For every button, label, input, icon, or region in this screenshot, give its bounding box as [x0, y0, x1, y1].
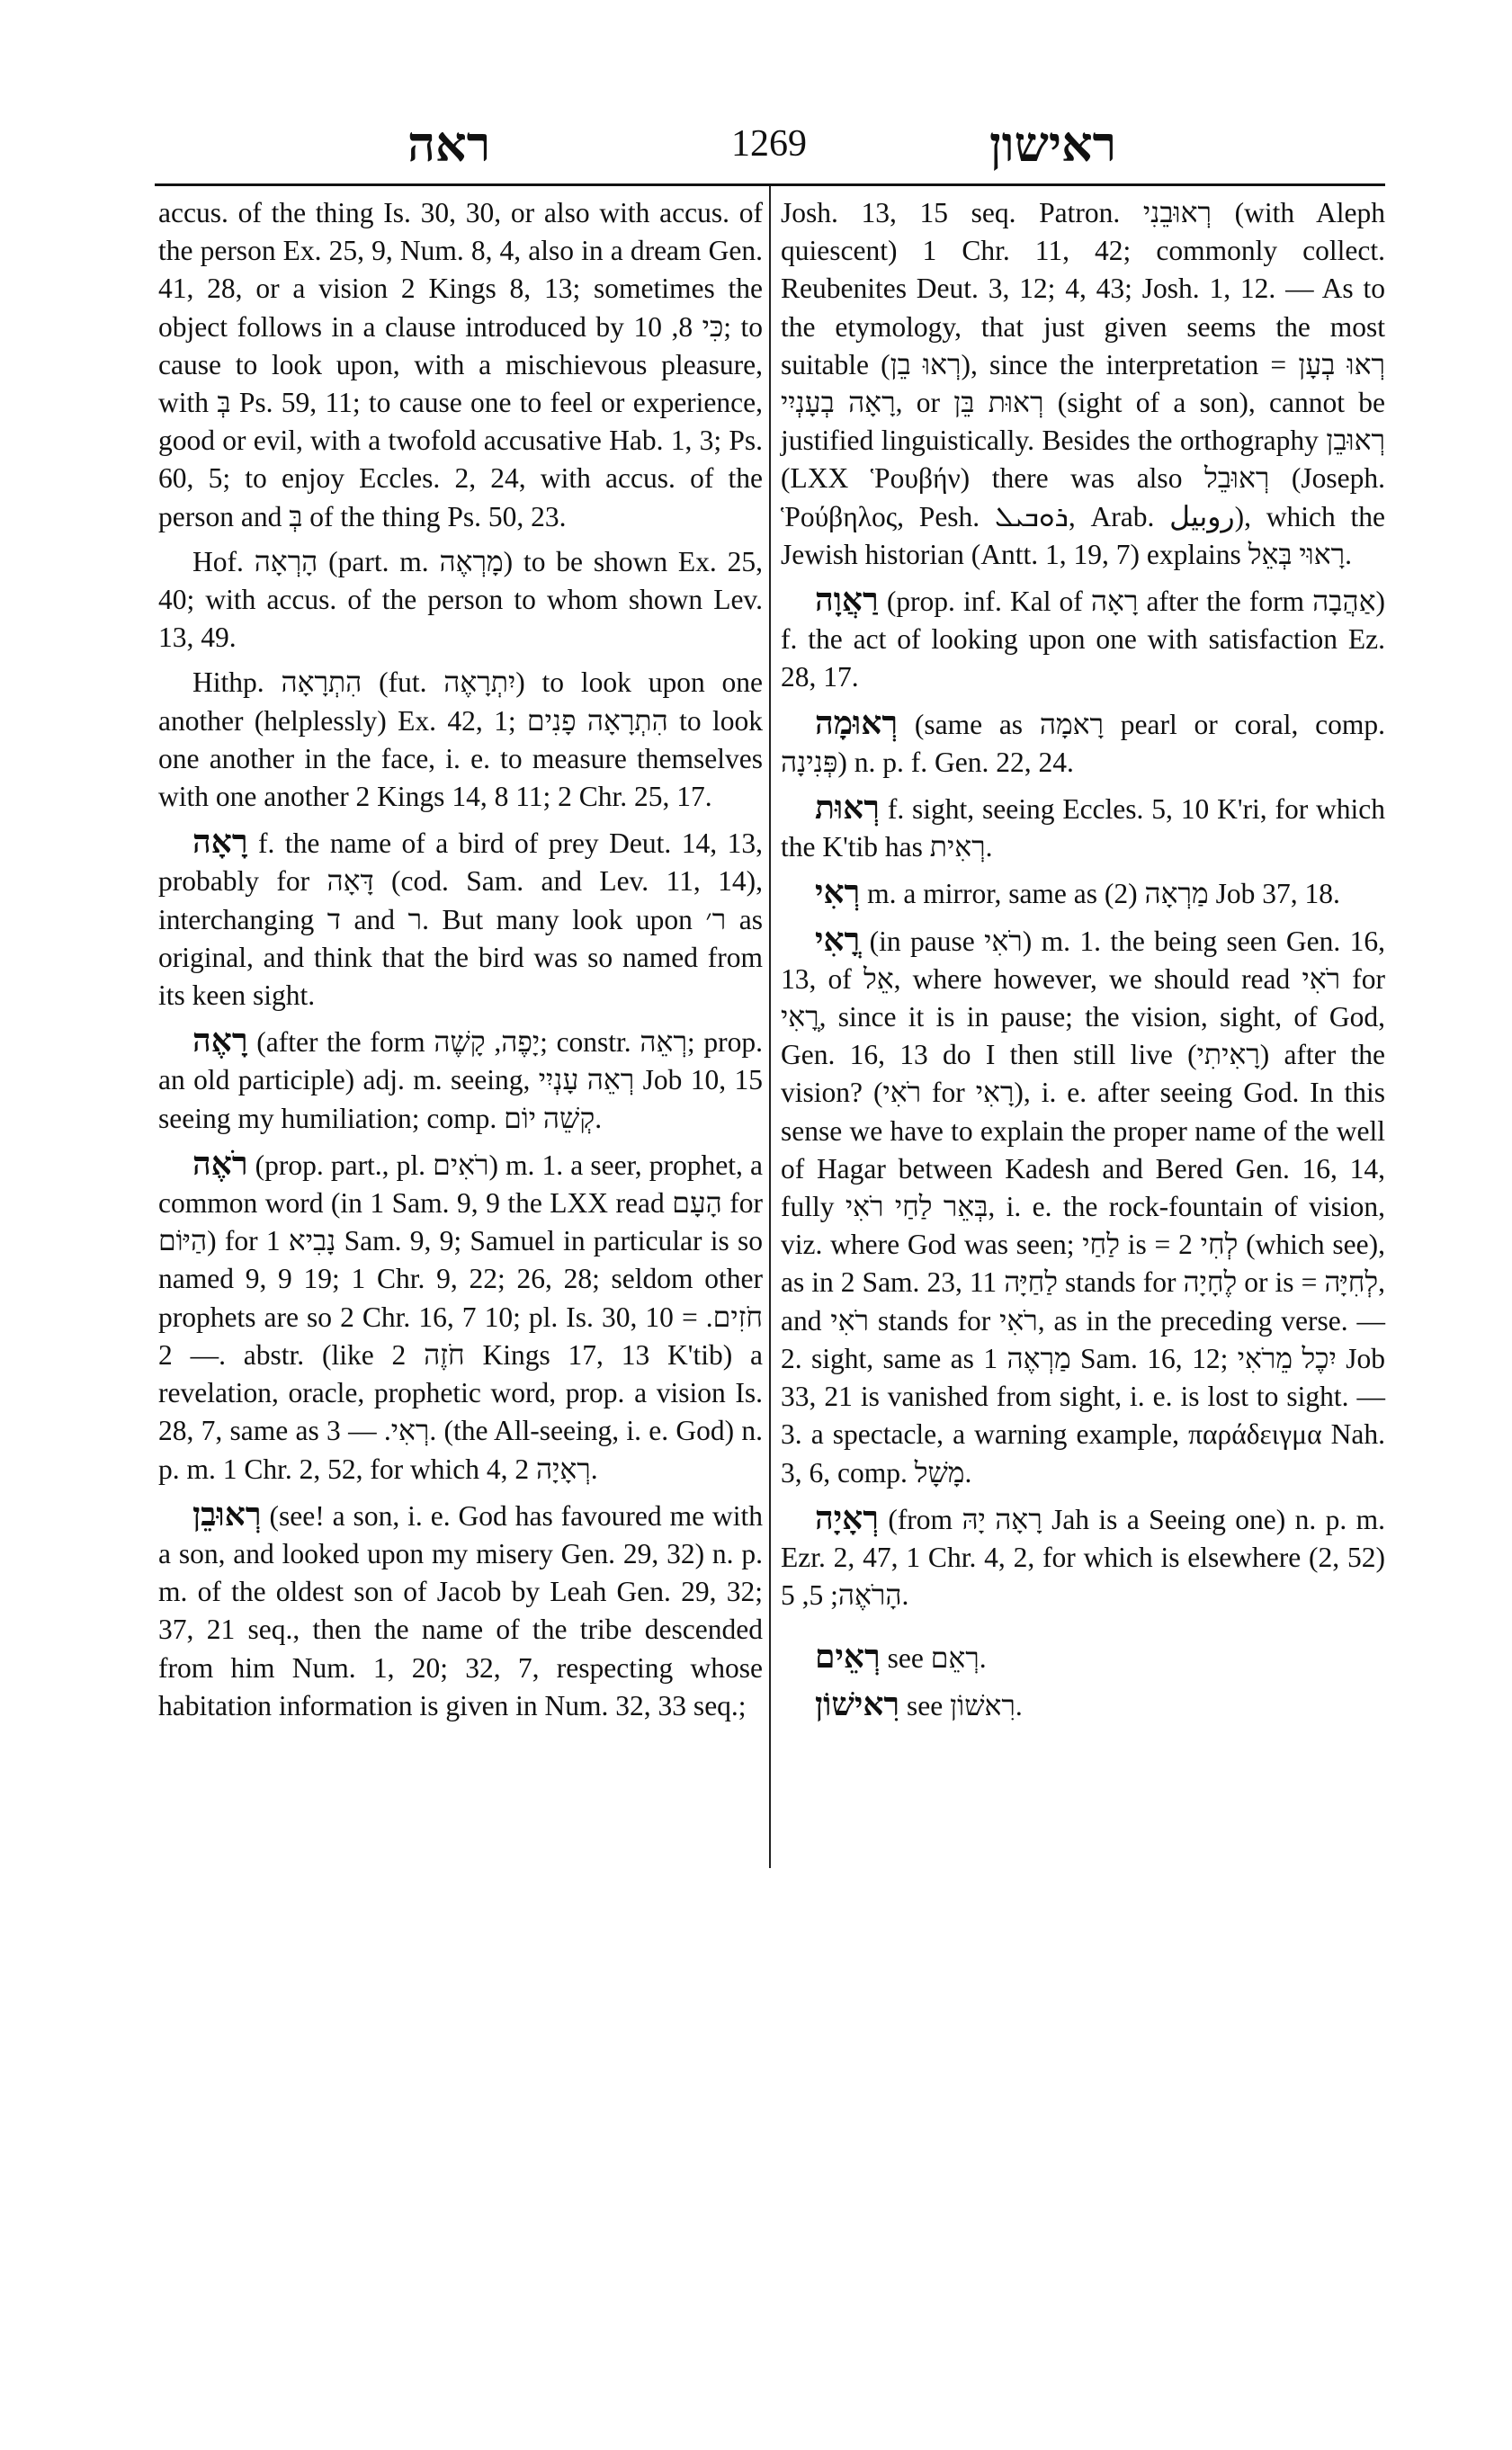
dictionary-entry [781, 581, 1385, 697]
dictionary-entry [781, 704, 1385, 782]
entry-body: f. sight, seeing Eccles. 5, 10 K'ri, for which the K'tib has רְאִית. [781, 793, 1386, 863]
continuation-paragraph: accus. of the thing Is. 30, 30, or also with accus. of the person Ex. 25, 9, Num. 8, 4, also in a dream Gen. 41, 28, or a vision 2 Kings 8, 13; sometimes the object follows in a clause introduced by כִּי 8, 10; to cause to look upon, with a mischievous pleasure, with בְּ Ps. 59, 11; to cause one to feel or experience, good or evil, with a twofold accusative Hab. 1, 3; Ps. 60, 5; to enjoy Eccles. 2, 24, with accus. of the person and בְּ of the thing Ps. 50, 23. [158, 197, 764, 532]
hithpael-paragraph: Hithp. הִתְרָאָה (fut. יִתְרָאֶה) to look upon one another (helplessly) Ex. 42, 1; הִתְרָאָה פָנִים to look one another in the face, i. e. to measure themselves with one another 2 Kings 14, 8 11; 2 Chr. 25, 17. [158, 666, 763, 813]
entry-headword: רְאוּבֵן [192, 1495, 262, 1533]
entry-headword: רִאישׁוֹן [815, 1685, 900, 1723]
column-divider [769, 186, 771, 1868]
page-number: 1269 [731, 123, 807, 165]
entry-body: (same as רָאמָה pearl or coral, comp. פְּנִינָה) n. p. f. Gen. 22, 24. [781, 708, 1386, 778]
running-head-right: ראישון [989, 118, 1117, 172]
entry-headword: רְאָיָה [815, 1498, 879, 1537]
right-column [781, 194, 1385, 1732]
dictionary-entry [781, 873, 1385, 913]
dictionary-entry [158, 823, 763, 1015]
entry-body: see רְאֵם. [887, 1642, 987, 1675]
entry-headword: רְאוּמָה [815, 703, 899, 742]
page-header [153, 117, 1385, 180]
entry-body: see רִאשׁוֹן. [907, 1689, 1023, 1721]
running-head-left: ראה [407, 118, 491, 172]
left-column [158, 194, 763, 1732]
entry-body: (after the form יָפֶה, קָשֶׁה; constr. רְאֵה; prop. an old participle) adj. m. seeing, רְאֵה עָנְיִי Job 10, 15 seeing my humiliation; comp. קְשֵׁה יוֹם. [158, 1026, 764, 1134]
entry-headword: רָאָה [192, 823, 248, 862]
entry-body: (from רָאָה יָהּ Jah is a Seeing one) n. p. m. Ezr. 2, 47, 1 Chr. 4, 2, for which is elsewhere (2, 52) הָרֹאֶה; 5, 5. [781, 1503, 1385, 1612]
hofal-paragraph: Hof. הָרְאָה (part. m. מָרְאֶה) to be shown Ex. 25, 40; with accus. of the person to whom shown Lev. 13, 49. [158, 545, 763, 654]
entry-headword: רַאֲוָה [815, 581, 879, 620]
entry-headword: רֳאִי [815, 920, 861, 959]
dictionary-entry [781, 789, 1385, 866]
dictionary-entry [781, 1499, 1385, 1615]
entry-headword: רְאִי [815, 873, 861, 912]
cross-reference-entry [781, 1685, 1385, 1725]
dictionary-entry [158, 1022, 763, 1138]
entry-body: m. a mirror, same as מַרְאָה (2) Job 37, 18. [867, 878, 1340, 910]
dictionary-entry [158, 1145, 763, 1489]
cross-reference-entry [781, 1638, 1385, 1677]
continuation-paragraph: Josh. 13, 15 seq. Patron. רְאוּבֵנִי (with Aleph quiescent) 1 Chr. 11, 42; commonly collect. Reubenites Deut. 3, 12; 4, 43; Josh. 1, 12. — As to the etymology, that just given seems the most suitable (רְאוּ בֵן), since the interpretation רְאוּ בְעָן = רָאָה בְעָנְיִי, or רְאוּת בֵּן (sight of a son), cannot be justified linguistically. Besides the orthography רְאוּבֵן (LXX Ῥουβήν) there was also רְאוּבֵל (Joseph. Ῥούβηλος, Pesh. ܪܘܒܝܠ, Arab. روبيل), which the Jewish historian (Antt. 1, 19, 7) explains רָאוּי בְּאֵל. [781, 197, 1386, 570]
entry-body: (prop. part., pl. רֹאִים) m. 1. a seer, prophet, a common word (in 1 Sam. 9, 9 the LXX read הָעָם for הַיּוֹם) for נָבִיא 1 Sam. 9, 9; Samuel in particular is so named 9, 9 19; 1 Chr. 9, 22; 26, 28; seldom other prophets are so 2 Chr. 16, 7 10; pl. Is. 30, 10 = חֹזִים. — 2. abstr. (like חֹזֶה 2 Kings 17, 13 K'tib) a revelation, oracle, prophetic word, prop. a vision Is. 28, 7, same as רְאִי. — 3. (the All-seeing, i. e. God) n. p. m. 1 Chr. 2, 52, for which 4, 2 רְאָיָה. [158, 1149, 764, 1485]
entry-body: f. the name of a bird of prey Deut. 14, 13, probably for דָּאָה (cod. Sam. and Lev. 11, 14), interchanging ד and ר. But many look upon ר׳ as original, and think that the bird was so named from its keen sight. [158, 827, 764, 1012]
entry-body: (see! a son, i. e. God has favoured me with a son, and looked upon my misery Gen. 29, 32) n. p. m. of the oldest son of Jacob by Leah Gen. 29, 32; 37, 21 seq., then the name of the tribe descended from him Num. 1, 20; 32, 7, respecting whose habitation information is given in Num. 32, 33 seq.; [158, 1499, 763, 1721]
dictionary-entry [158, 1496, 763, 1725]
entry-body: (prop. inf. Kal of רָאָה after the form אַהֲבָה) f. the act of looking upon one with satisfaction Ez. 28, 17. [781, 586, 1385, 693]
entry-headword: רָאֶה [192, 1022, 248, 1060]
entry-body: (in pause רֹאִי) m. 1. the being seen Gen. 16, 13, of אֵל, where however, we should read רֹאִי for רֳאִי, since it is in pause; the vision, sight, of God, Gen. 16, 13 do I then still live (רָאִיתִי) after the vision? (רֹאִי for רָאִי), i. e. after seeing God. In this sense we have to explain the proper name of the well of Hagar between Kadesh and Bered Gen. 16, 14, fully בְּאֵר לַחַי רֹאִי, i. e. the rock-fountain of vision, viz. where God was seen; לַחַי is = לְחִי 2 (which see), as in 2 Sam. 23, 11 לַחַיָּה stands for לֶחָיָה or is = לְחִיָּה, and רֹאִי stands for רֹאִי, as in the preceding verse. — 2. sight, same as מַרְאֶה 1 Sam. 16, 12; יִכֶל מֵרֹאִי Job 33, 21 is vanished from sight, i. e. is lost to sight. — 3. a spectacle, a warning example, παράδειγμα Nah. 3, 6, comp. מָשָׁל. [781, 925, 1386, 1489]
entry-headword: רֹאֶה [192, 1144, 248, 1183]
entry-headword: רְאֵים [815, 1638, 881, 1677]
dictionary-entry [781, 921, 1385, 1492]
entry-headword: רְאוּת [815, 789, 880, 827]
